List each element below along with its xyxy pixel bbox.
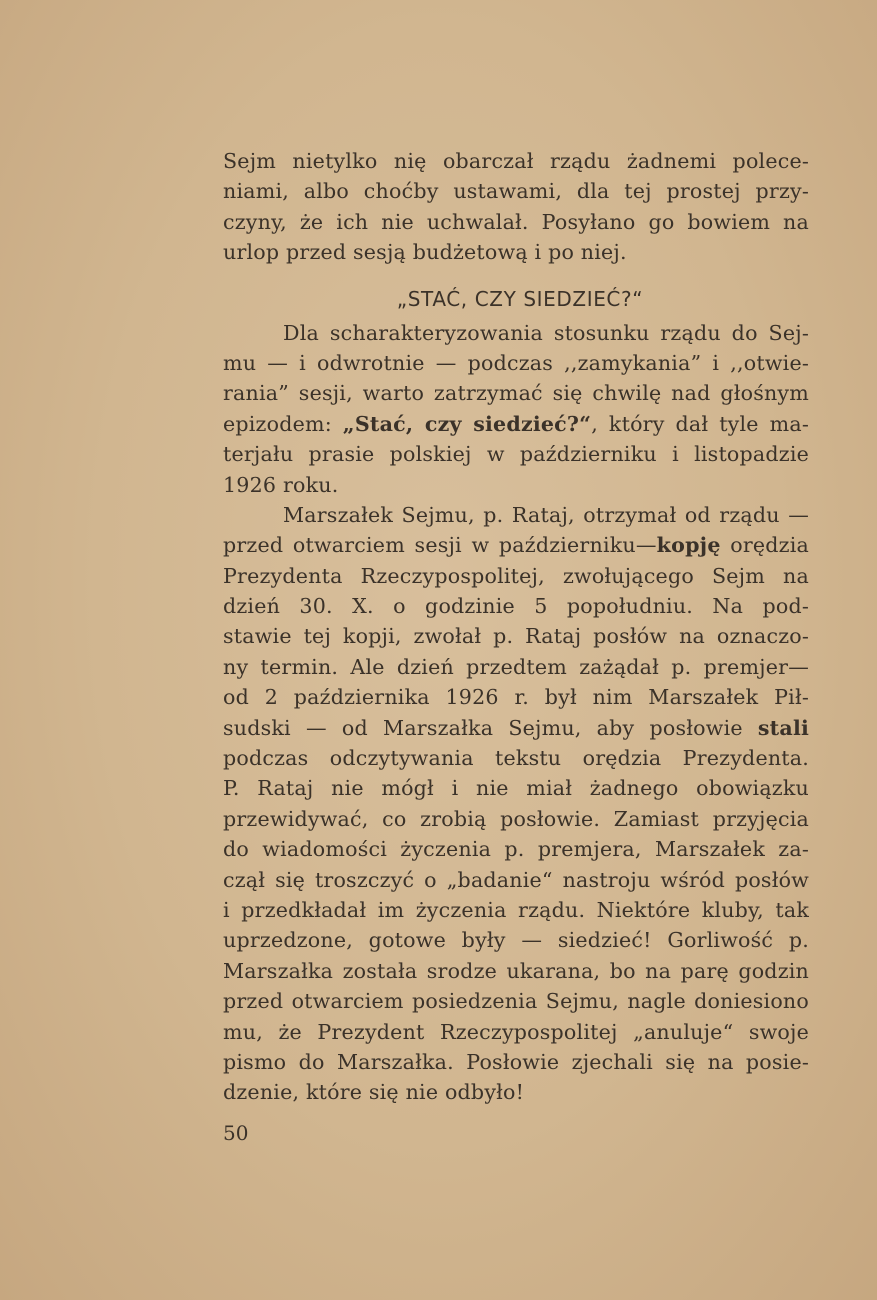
text-line: 1926 roku. <box>223 472 339 497</box>
section-heading: „STAĆ, CZY SIEDZIEĆ?“ <box>396 286 644 311</box>
text-line: ny termin. Ale dzień przedtem zażądał p. premjer— <box>223 654 809 679</box>
text-line: podczas odczytywania tekstu orędzia Prezydenta. <box>223 746 809 771</box>
text-line: czął się troszczyć o „badanie“ nastroju wśród posłów <box>223 867 809 892</box>
text-line <box>223 530 809 560</box>
text-line <box>223 409 809 439</box>
text-line <box>223 713 809 743</box>
bold-phrase: „Stać, czy siedzieć?“ <box>342 411 592 436</box>
text-line: od 2 października 1926 r. był nim Marszałek Pił- <box>223 685 809 710</box>
text-line: przed otwarciem posiedzenia Sejmu, nagle doniesiono <box>223 989 809 1014</box>
page-number: 50 <box>223 1121 249 1145</box>
text-line: uprzedzone, gotowe były — siedzieć! Gorliwość p. <box>223 928 809 953</box>
text-line: pismo do Marszałka. Posłowie zjechali się na posie- <box>223 1049 809 1074</box>
text-line: i przedkładał im życzenia rządu. Niektóre kluby, tak <box>223 897 809 922</box>
text-line: stawie tej kopji, zwołał p. Rataj posłów na oznaczo- <box>223 624 809 649</box>
text-line: dzenie, które się nie odbyło! <box>223 1080 525 1105</box>
text-line: Sejm nietylko nię obarczał rządu żadnemi polece- <box>223 149 809 173</box>
text-line: niami, albo choćby ustawami, dla tej prostej przy- <box>223 179 809 204</box>
text-line: terjału prasie polskiej w październiku i listopadzie <box>223 442 809 467</box>
text-line: przewidywać, co zrobią posłowie. Zamiast przyjęcia <box>223 806 809 831</box>
text-segment: orędzia <box>720 533 809 558</box>
text-line: dzień 30. X. o godzinie 5 popołudniu. Na pod- <box>223 594 809 619</box>
text-line: rania” sesji, warto zatrzymać się chwilę nad głośnym <box>223 381 809 406</box>
bold-word: kopję <box>656 533 721 558</box>
paragraph-episode <box>223 318 809 500</box>
paragraph-marshal <box>223 500 809 1108</box>
text-segment: , który dał tyle ma- <box>591 411 810 436</box>
text-line: Prezydenta Rzeczypospolitej, zwołującego Sejm na <box>223 563 809 588</box>
page-text <box>223 146 809 1108</box>
text-segment: przed otwarciem sesji w październiku— <box>223 533 657 558</box>
text-line: Dla scharakteryzowania stosunku rządu do Sej- <box>283 320 809 345</box>
text-line: urlop przed sesją budżetową i po niej. <box>223 240 627 265</box>
text-segment: sudski — od Marszałka Sejmu, aby posłowie <box>223 715 758 740</box>
text-line: do wiadomości życzenia p. premjera, Marszałek za- <box>223 837 809 862</box>
text-line: czyny, że ich nie uchwalał. Posyłano go bowiem na <box>223 209 809 234</box>
text-line: Marszałka została srodze ukarana, bo na parę godzin <box>223 958 809 983</box>
text-line: P. Rataj nie mógł i nie miał żadnego obowiązku <box>223 776 809 801</box>
text-line: mu — i odwrotnie — podczas ,,zamykania” i ,,otwie- <box>223 350 809 375</box>
bold-word: stali <box>757 715 809 740</box>
text-segment: epizodem: <box>223 411 343 436</box>
text-line: mu, że Prezydent Rzeczypospolitej „anuluje“ swoje <box>223 1019 809 1044</box>
paragraph-sejm <box>223 146 809 268</box>
text-line: Marszałek Sejmu, p. Rataj, otrzymał od rządu — <box>283 502 809 527</box>
